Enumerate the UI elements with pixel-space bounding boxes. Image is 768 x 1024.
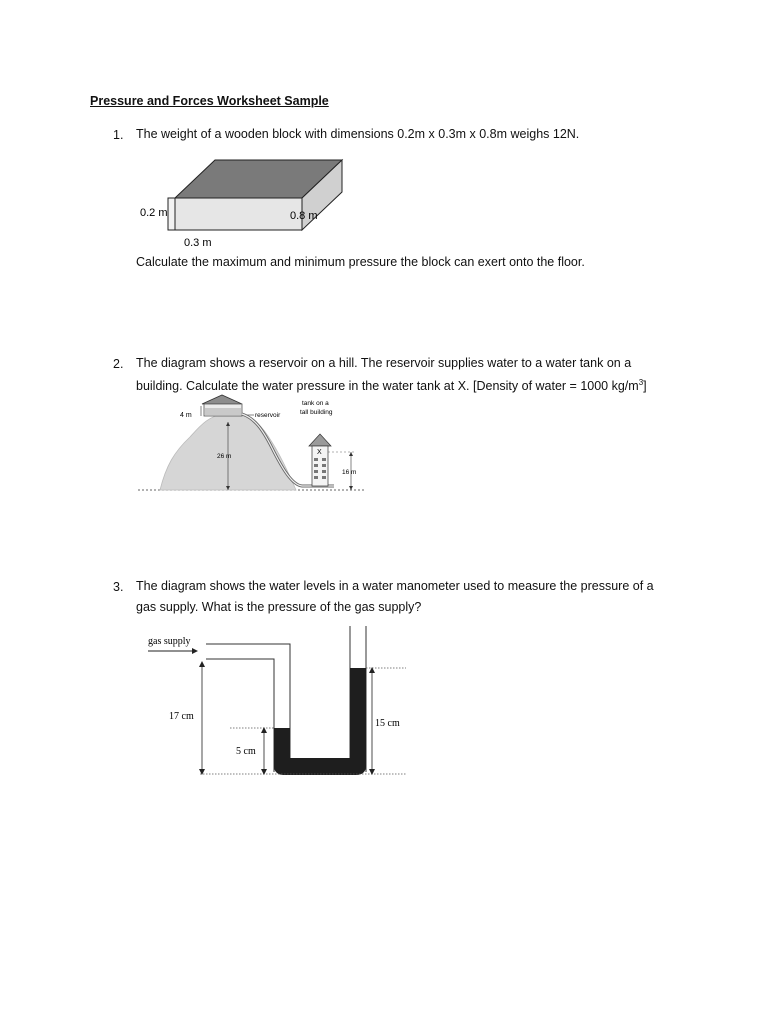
question-1-text: The weight of a wooden block with dimensions 0.2m x 0.3m x 0.8m weighs 12N. [136, 127, 580, 141]
block-front-face [175, 198, 302, 230]
question-2-number: 2. [113, 357, 124, 371]
reservoir-roof [202, 395, 242, 404]
reservoir-diagram [138, 392, 368, 496]
label-right-water: 15 cm [375, 718, 400, 729]
question-1-followup: Calculate the maximum and minimum pressure the block can exert onto the floor. [136, 255, 585, 269]
block-end-face [168, 198, 175, 230]
label-tank-line2: tall building [300, 409, 333, 416]
label-reservoir: reservoir [255, 412, 281, 419]
reservoir-water [205, 408, 241, 415]
question-3-number: 3. [113, 580, 124, 594]
question-2-text-line2: building. Calculate the water pressure in the water tank at X. [Density of water = 1000 $kg/m^3$] [136, 378, 647, 394]
question-2-text-line1: The diagram shows a reservoir on a hill. The reservoir supplies water to a water tank on a [136, 356, 632, 370]
manometer-diagram [138, 622, 410, 780]
label-gas-supply: gas supply [148, 636, 191, 647]
label-tank-line1: tank on a [302, 400, 329, 407]
manometer-water [274, 668, 366, 775]
label-left-height: 17 cm [169, 711, 194, 722]
label-tank-height: 16 m [342, 469, 357, 476]
label-height: 0.2 m [140, 207, 168, 219]
page-title: Pressure and Forces Worksheet Sample [90, 94, 329, 108]
label-hill-height: 26 m [217, 453, 232, 460]
block-diagram [130, 150, 370, 250]
question-3-text-line1: The diagram shows the water levels in a water manometer used to measure the pressure of a [136, 579, 654, 593]
building-roof [309, 434, 331, 446]
label-left-water: 5 cm [236, 746, 256, 757]
label-point-x: X [317, 449, 322, 456]
question-3-text-line2: gas supply. What is the pressure of the gas supply? [136, 600, 422, 614]
label-depth: 4 m [180, 412, 192, 419]
label-length: 0.8 m [290, 210, 318, 222]
question-1-number: 1. [113, 128, 124, 142]
label-width: 0.3 m [184, 237, 212, 249]
